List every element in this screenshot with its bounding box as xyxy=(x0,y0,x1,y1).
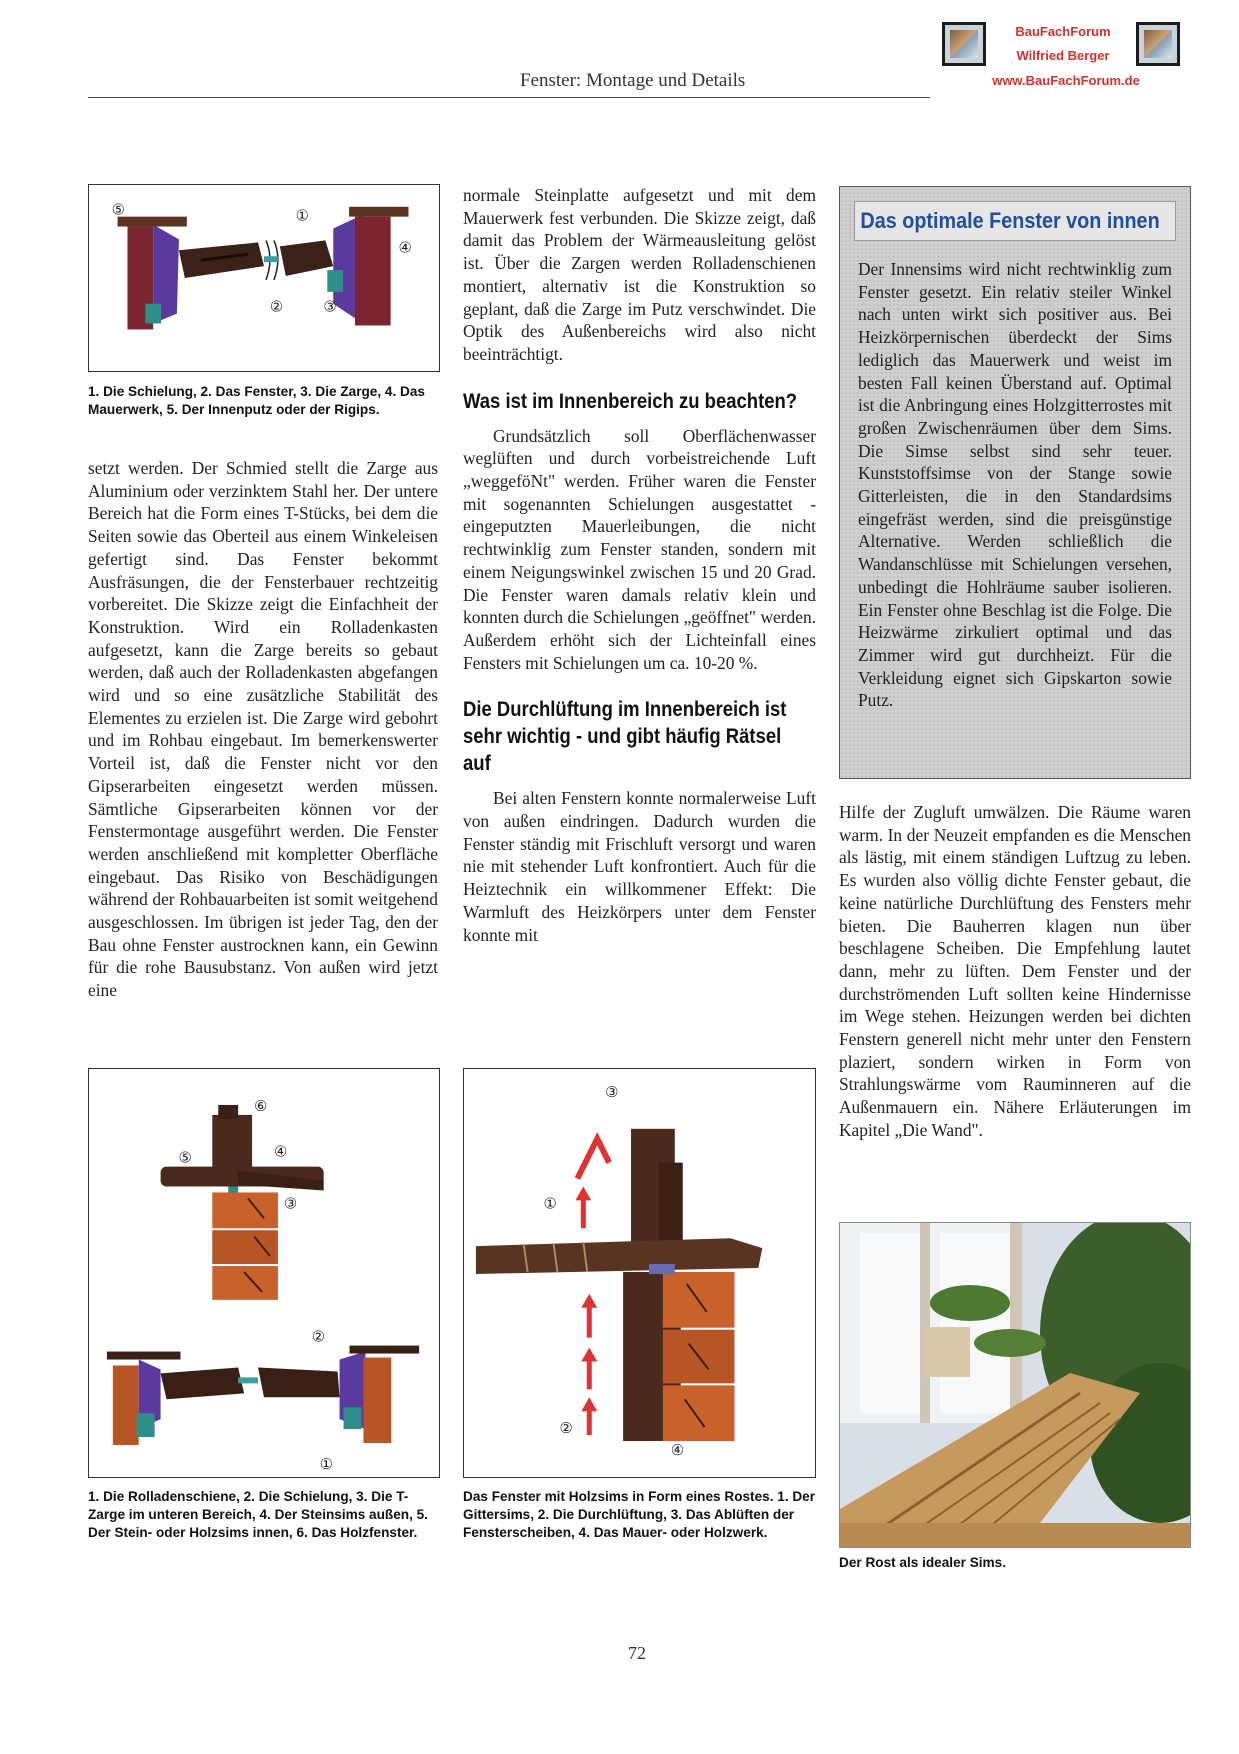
logo-line-author: Wilfried Berger xyxy=(1016,48,1110,63)
info-sidebar-box xyxy=(839,186,1191,779)
logo-line-brand: BauFachForum xyxy=(1015,24,1111,39)
article-column-2 xyxy=(463,184,816,946)
section-heading-innenbereich: Was ist im Innenbereich zu beachten? xyxy=(463,389,798,413)
figure-window-ventilation xyxy=(463,1068,816,1478)
photo-window-sill-grating xyxy=(839,1222,1191,1548)
sidebar-title: Das optimale Fenster von innen xyxy=(860,208,1160,233)
photo-caption: Der Rost als idealer Sims. xyxy=(839,1555,1006,1570)
figure3-label-3: ③ xyxy=(605,1083,619,1102)
logo-thumbnail-left xyxy=(942,22,986,66)
sidebar-title-bar xyxy=(854,201,1176,241)
figure3-label-4: ④ xyxy=(670,1440,685,1459)
figure2-label-4: ④ xyxy=(273,1142,288,1161)
article-column-3 xyxy=(839,801,1191,1142)
figure2-label-2: ② xyxy=(311,1327,326,1346)
site-logo[interactable] xyxy=(940,18,1192,90)
column2-paragraph-1: Grundsätzlich soll Oberflächenwasser weglüften und durch vorbeistreichende Luft „weggeföNt" werden. Früher waren die Fenster mit sogenannten Schielungen ausgestattet - eingeputzten Mauerleibungen, die nicht rechtwinklig zum Fenster standen, sondern mit einem Neigungswinkel zwischen 15 und 20 Grad. Die Fenster waren damals relativ klein und konnten durch die Schielungen „geöffnet" werden. Außerdem erhöht sich der Lichteinfall eines Fensters mit Schielungen um ca. 10-20 %. xyxy=(463,425,816,673)
figure1-caption: 1. Die Schielung, 2. Das Fenster, 3. Die Zarge, 4. Das Mauerwerk, 5. Der Innenputz oder der Rigips. xyxy=(88,384,425,417)
page-number: 72 xyxy=(628,1643,646,1663)
column2-intro-paragraph: normale Steinplatte aufgesetzt und mit dem Mauerwerk fest verbunden. Die Skizze zeigt, daß damit das Problem der Wärmeausleitung gelöst ist. Über die Zargen werden Rolladenschienen montiert, alternativ ist die Konstruktion so geplant, daß die Zarge im Putz verschwindet. Die Optik des Außenbereichs wird also nicht beeinträchtigt. xyxy=(463,185,816,364)
column2-paragraph-2: Bei alten Fenstern konnte normalerweise Luft von außen eindringen. Dadurch wurden die Fenster ständig mit Frischluft versorgt und waren nie mit stehender Luft konfrontiert. Auch für die Heiztechnik ein willkommener Effekt: Die Warmluft des Heizkörpers unter dem Fenster konnte mit xyxy=(463,788,816,945)
figure3-label-2: ② xyxy=(559,1419,573,1438)
figure2-label-3: ③ xyxy=(283,1194,298,1213)
figure2-caption: 1. Die Rolladenschiene, 2. Die Schielung, 3. Die T-Zarge im unteren Bereich, 4. Der Steinsims außen, 5. Der Stein- oder Holzsims innen, 6. Das Holzfenster. xyxy=(88,1489,428,1540)
sidebar-text: Der Innensims wird nicht rechtwinklig zum Fenster gesetzt. Ein relativ steiler Winkel nach unten wirkt sich positiver aus. Bei Heizkörpernischen überdeckt der Sims lediglich das Mauerwerk und weist im besten Fall keinen Überstand auf. Optimal ist die Anbringung eines Holzgitterrostes mit großen Zwischenräumen über dem Sims. Die Simse selbst sind sehr teuer. Kunststoffsimse von der Stange sowie Gitterleisten, die in den Standardsims eingefräst werden, sind die preisgünstige Alternative. Werden schließlich die Wandanschlüsse mit Schielungen versehen, unbedingt die Hohlräume sauber isolieren. Ein Fenster ohne Beschlag ist die Folge. Die Heizwärme zirkuliert optimal und das Zimmer wird gut durchheizt. Für die Verkleidung eignet sich Gipskarton sowie Putz. xyxy=(858,259,1172,711)
figure2-label-1: ① xyxy=(319,1454,334,1473)
logo-thumbnail-right xyxy=(1136,22,1180,66)
header-divider xyxy=(88,97,930,98)
figure1-label-2: ② xyxy=(269,298,284,316)
figure1-label-1: ① xyxy=(295,207,309,225)
figure1-label-5: ⑤ xyxy=(111,201,125,219)
figure3-caption: Das Fenster mit Holzsims in Form eines Rostes. 1. Der Gittersims, 2. Die Durchlüftung, 3. Das Ablüften der Fensterscheiben, 4. Das Mauer- oder Holzwerk. xyxy=(463,1489,816,1540)
article-column-1 xyxy=(88,457,438,1002)
figure2-label-5: ⑤ xyxy=(178,1148,192,1167)
figure-window-section xyxy=(88,184,440,372)
logo-line-url[interactable]: www.BauFachForum.de xyxy=(992,73,1140,88)
figure1-label-4: ④ xyxy=(398,239,412,257)
section-heading-durchlueftung: Die Durchlüftung im Innenbereich ist sehr wichtig - und gibt häufig Rätsel auf xyxy=(463,698,787,776)
column1-paragraph: setzt werden. Der Schmied stellt die Zarge aus Aluminium oder verzinktem Stahl her. Der untere Bereich hat die Form eines T-Stücks, bei dem die Seiten sowie das Oberteil aus einem Winkeleisen gefertigt sind. Das Fenster bekommt Ausfräsungen, die der Fensterbauer rechtzeitig vorbereitet. Die Skizze zeigt die Einfachheit der Konstruktion. Wird ein Rolladenkasten aufgesetzt, kann die Zarge bereits so gebaut werden, daß auch der Rolladenkasten abgefangen wird und so eine zusätzliche Stabilität des Elementes zu erzielen ist. Die Zarge wird gebohrt und im Rohbau eingebaut. Im bemerkenswerter Vorteil ist, daß die Fenster nicht vor den Gipserarbeiten eingesetzt werden müssen. Sämtliche Gipserarbeiten können vor der Fenstermontage ausgeführt werden. Die Fenster werden anschließend mit kompletter Oberfläche eingebaut. Das Risiko von Beschädigungen während der Rohbauarbeiten ist somit weitgehend ausgeschlossen. Im übrigen ist jeder Tag, den der Bau ohne Fenster austrocknen kann, ein Gewinn für die rohe Bausubstanz. Von außen wird jetzt eine xyxy=(88,458,438,1001)
figure2-label-6: ⑥ xyxy=(254,1096,268,1115)
figure3-label-1: ① xyxy=(543,1194,557,1213)
column3-paragraph: Hilfe der Zugluft umwälzen. Die Räume waren warm. In der Neuzeit empfanden es die Menschen als lästig, mit einem ständigen Luftzug zu leben. Es wurden also völlig dichte Fenster gebaut, die keine natürliche Durchlüftung des Fensters mehr bieten. Die Bauherren klagen nun über beschlagene Scheiben. Die Empfehlung lautet dann, mehr zu lüften. Dem Fenster und der durchströmenden Luft sollten keine Hindernisse im Wege stehen. Heizungen werden bei dichten Fenstern generell nicht mehr unter den Fenstern plaziert, sondern wirken in Form von Strahlungswärme vom Rauminneren auf die Außenmauern ein. Nähere Erläuterungen im Kapitel „Die Wand". xyxy=(839,802,1191,1140)
page-header-title: Fenster: Montage und Details xyxy=(520,70,746,91)
figure-window-assembly xyxy=(88,1068,440,1478)
figure1-label-3: ③ xyxy=(323,298,337,316)
